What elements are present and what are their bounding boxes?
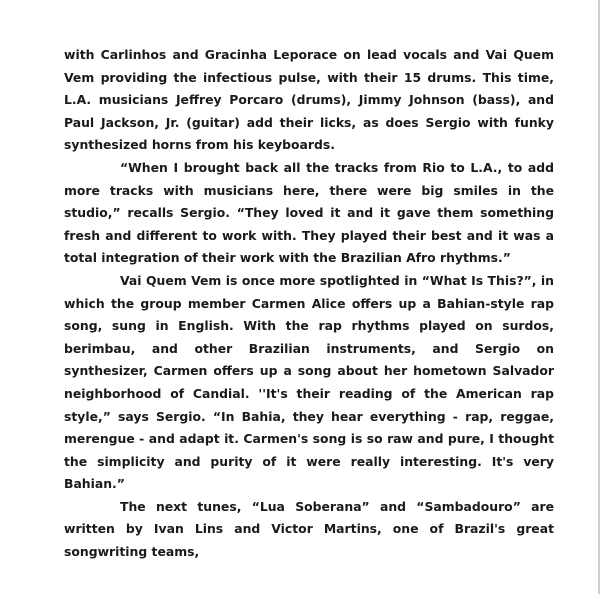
- paragraph-continuation: with Carlinhos and Gracinha Leporace on lead vocals and Vai Quem Vem providing the infectious pulse, with their 15 drums. This time, L.A. musicians Jeffrey Porcaro (drums), Jimmy Johnson (bass), and Paul Jackson, Jr. (guitar) add their licks, as does Sergio with funky synthesized horns from his keyboards.: [64, 47, 554, 153]
- paragraph-what-is-this: Vai Quem Vem is once more spotlighted in “What Is This?”, in which the group member Carmen Alice offers up a Bahian-style rap song, sung in English. With the rap rhythms played on surdos, berimbau, and other Brazilian instruments, and Sergio on synthesizer, Carmen offers up a song about her hometown Salvador neighborhood of Candial. ''It's their reading of the American rap style,” says Sergio. “In Bahia, they hear everything - rap, reggae, merengue - and adapt it. Carmen's song is so raw and pure, I thought the simplicity and purity of it were really interesting. It's very Bahian.”: [64, 272, 554, 492]
- body-text: [64, 44, 554, 564]
- paragraph-next-tunes: The next tunes, “Lua Soberana” and “Sambadouro” are written by Ivan Lins and Victor Martins, one of Brazil's great songwriting teams,: [64, 498, 554, 560]
- paragraph-studio-quote: “When I brought back all the tracks from Rio to L.A., to add more tracks with musicians here, there were big smiles in the studio,” recalls Sergio. “They loved it and it gave them something fresh and different to work with. They played their best and it was a total integration of their work with the Brazilian Afro rhythms.”: [64, 159, 554, 266]
